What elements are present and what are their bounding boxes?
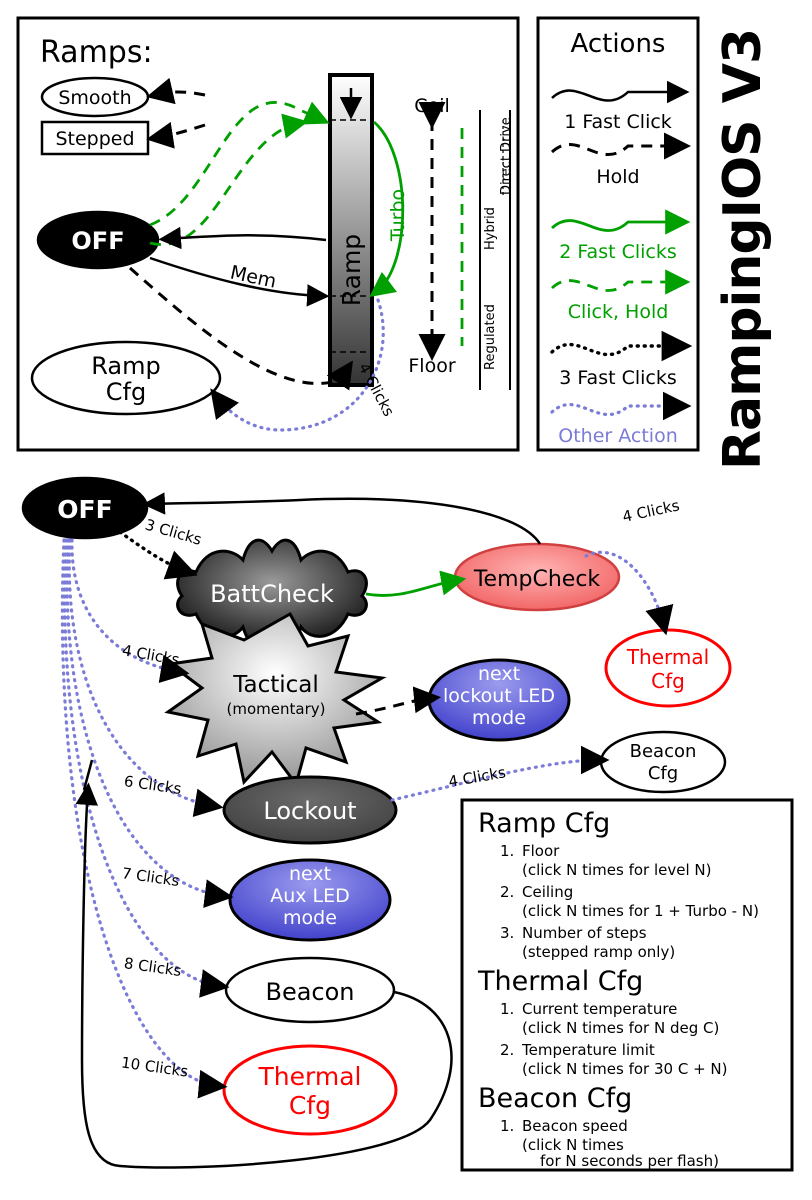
cfg-0-item-2-note: (stepped ramp only): [522, 943, 676, 961]
cfg-section-1-title: Thermal Cfg: [478, 966, 644, 997]
cfg-2-item-0-note: (click N times: [522, 1136, 624, 1154]
cfg-section-2-title: Beacon Cfg: [478, 1083, 633, 1114]
edge-label-10clicks: 10 Clicks: [120, 1053, 190, 1081]
cfg-1-item-0-main: Current temperature: [522, 1000, 678, 1018]
ramp-bar: [330, 75, 372, 385]
cfg-1-item-1-main: Temperature limit: [522, 1041, 655, 1059]
cfg-2-item-0-num: 1.: [500, 1117, 515, 1135]
action-label-0: 1 Fast Click: [564, 111, 672, 133]
cfg-1-item-1-num: 2.: [500, 1041, 515, 1059]
node-aux-led-line1: next: [288, 863, 332, 885]
node-thermal-cfg-bottom-line2: Cfg: [288, 1091, 332, 1120]
node-ramp-cfg-label-2: Cfg: [105, 378, 147, 406]
label-4clicks-rampcfg: 4 Clicks: [354, 359, 398, 420]
action-glyph-2-fast-clicks: [552, 221, 682, 231]
node-thermal-cfg-top-line2: Cfg: [651, 669, 685, 693]
label-floor: Floor: [408, 355, 456, 377]
ramp-bar-label: Ramp: [337, 233, 366, 307]
cfg-0-item-2-main: Number of steps: [522, 924, 647, 942]
action-label-3: Click, Hold: [567, 301, 669, 323]
action-glyph-hold: [552, 145, 682, 155]
cfg-1-item-1-note: (click N times for 30 C + N): [522, 1060, 728, 1078]
label-hybrid: Hybrid: [483, 207, 498, 250]
action-label-2: 2 Fast Clicks: [559, 241, 677, 263]
node-off-ramps-label: OFF: [71, 227, 125, 255]
node-beacon-cfg-line1: Beacon: [629, 741, 697, 762]
cfg-0-item-1-note: (click N times for 1 + Turbo - N): [522, 902, 759, 920]
node-stepped-label: Stepped: [55, 128, 135, 150]
node-aux-led-line3: mode: [283, 907, 337, 929]
edge-label-6clicks: 6 Clicks: [122, 772, 183, 798]
edge-label-4clicks-tactical: 4 Clicks: [120, 641, 181, 669]
node-thermal-cfg-bottom-line1: Thermal: [258, 1062, 362, 1091]
node-smooth-label: Smooth: [58, 87, 132, 109]
node-lockout-led-line1: next: [477, 663, 521, 685]
cfg-1-item-0-num: 1.: [500, 1000, 515, 1018]
cfg-1-item-0-note: (click N times for N deg C): [522, 1019, 720, 1037]
edge-off-to-ramp-top-green: [150, 102, 322, 225]
node-beacon-cfg-line2: Cfg: [647, 763, 679, 784]
node-lockout-led-line2: lockout LED: [442, 685, 556, 707]
label-ceil: Ceil: [414, 95, 450, 117]
cfg-0-item-2-num: 3.: [500, 924, 515, 942]
node-battcheck-label: BattCheck: [210, 580, 334, 608]
edge-label-4clicks-beacon: 4 Clicks: [447, 763, 508, 791]
edge-tempcheck-to-off: [150, 499, 540, 544]
edge-tactical-to-lockout-led: [356, 698, 432, 714]
action-glyph-other-action: [552, 405, 682, 415]
cfg-section-0-title: Ramp Cfg: [478, 808, 611, 839]
node-ramp-cfg-label-1: Ramp: [91, 352, 161, 380]
node-lockout-led-line3: mode: [472, 707, 526, 729]
cfg-0-item-1-main: Ceiling: [522, 883, 574, 901]
node-tactical: [168, 614, 382, 784]
edge-to-stepped: [155, 125, 205, 138]
node-aux-led-line2: Aux LED: [270, 885, 350, 907]
node-tactical-line2: (momentary): [226, 700, 326, 718]
page-title: [713, 29, 773, 470]
label-direct-drive: Direct Drive: [499, 117, 514, 195]
action-label-5: Other Action: [558, 425, 678, 447]
cfg-2-item-0-main: Beacon speed: [522, 1117, 628, 1135]
action-glyph-click-hold: [552, 281, 682, 291]
cfg-0-item-1-num: 2.: [500, 883, 515, 901]
action-glyph-3-fast-clicks: [552, 345, 682, 355]
edge-label-4clicks-thermal: 4 Clicks: [620, 496, 682, 526]
actions-panel-header: Actions: [570, 29, 666, 59]
page-title-text: RampingIOS V3: [713, 28, 773, 470]
edge-label-3clicks: 3 Clicks: [143, 515, 204, 549]
edge-label-7clicks: 7 Clicks: [120, 864, 181, 890]
edge-label-8clicks: 8 Clicks: [122, 954, 183, 980]
cfg-0-item-0-main: Floor: [522, 842, 560, 860]
cfg-2-item-0-note2: for N seconds per flash): [540, 1152, 719, 1170]
ramps-panel-header: Ramps:: [40, 35, 153, 70]
edge-return-to-off-tip: [84, 760, 92, 790]
node-beacon-label: Beacon: [265, 978, 355, 1006]
node-lockout-label: Lockout: [263, 797, 357, 825]
action-glyph-1-fast-click: [552, 91, 682, 101]
node-tempcheck-label: TempCheck: [473, 567, 601, 592]
label-mem: Mem: [228, 261, 279, 293]
node-thermal-cfg-top-line1: Thermal: [626, 645, 710, 669]
cfg-0-item-0-note: (click N times for level N): [522, 861, 712, 879]
node-tactical-line1: Tactical: [233, 672, 319, 698]
label-turbo: Turbo: [387, 188, 409, 242]
node-off-main-label: OFF: [57, 495, 113, 524]
action-label-4: 3 Fast Clicks: [559, 367, 677, 389]
action-label-1: Hold: [596, 166, 640, 188]
label-regulated: Regulated: [483, 304, 498, 370]
edge-to-smooth: [155, 92, 205, 95]
cfg-0-item-0-num: 1.: [500, 842, 515, 860]
edge-battcheck-to-tempcheck: [366, 580, 458, 595]
